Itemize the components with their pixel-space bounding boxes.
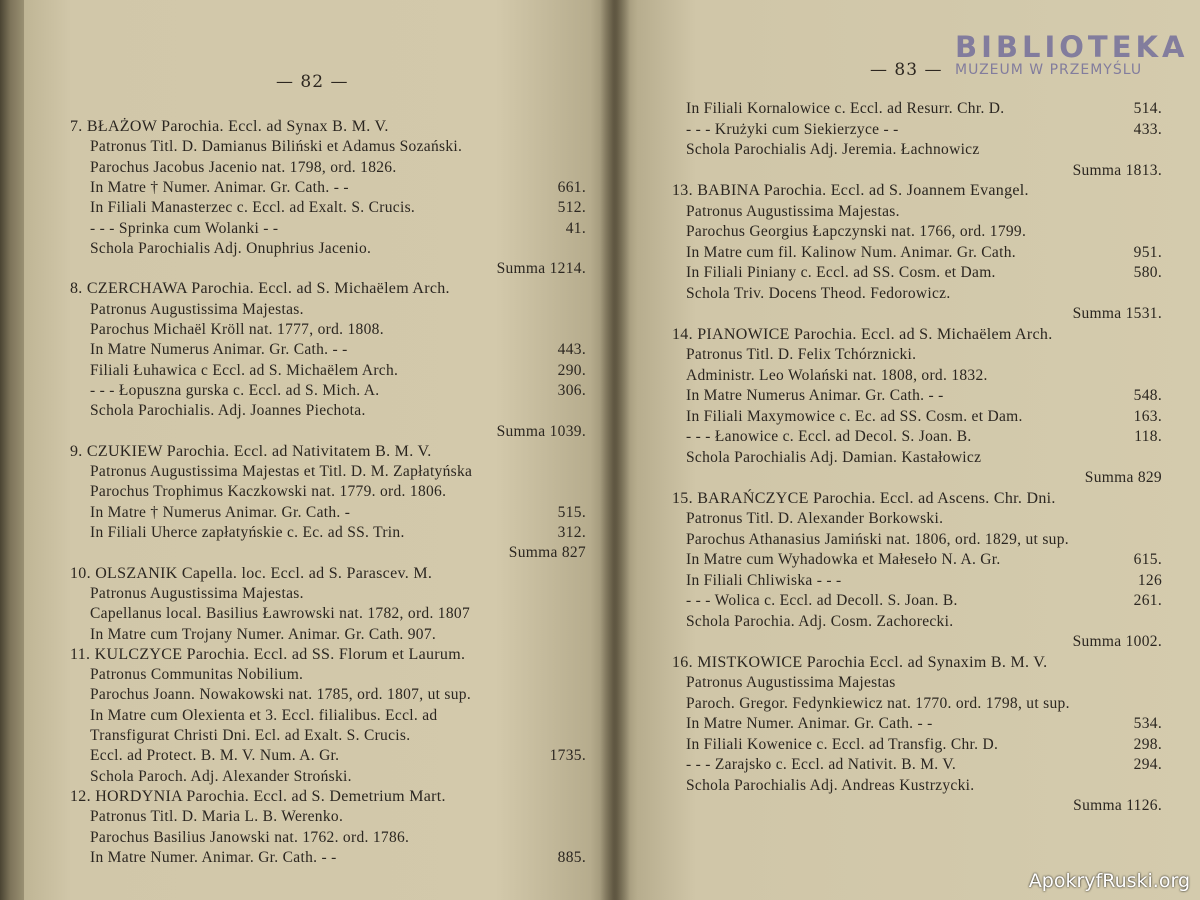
entry-line xyxy=(90,686,586,704)
line-text: 7. BŁAŻOW Parochia. Eccl. ad Synax B. M. V. xyxy=(70,118,389,135)
entry-line xyxy=(686,613,1162,631)
entry-heading xyxy=(672,654,1162,672)
line-text: Parochus Georgius Łapczynski nat. 1766, ord. 1799. xyxy=(686,223,1027,240)
line-text: Summa 1002. xyxy=(1072,633,1162,650)
entry-line xyxy=(686,285,1162,303)
entry-heading xyxy=(70,646,586,664)
line-text: 15. BARAŃCZYCE Parochia. Eccl. ad Ascens. Chr. Dni. xyxy=(672,489,1056,507)
right-page xyxy=(614,0,1200,900)
entry-line xyxy=(686,674,1162,692)
line-text: In Matre Numerus Animar. Gr. Cath. - - xyxy=(90,341,348,359)
entry-line xyxy=(90,341,586,359)
line-text: Patronus Augustissima Majestas. xyxy=(686,202,900,220)
entry-line xyxy=(686,531,1162,549)
entry-line xyxy=(90,727,586,745)
line-text: Patronus Titl. D. Maria L. B. Werenko. xyxy=(90,808,344,826)
entry-heading xyxy=(672,490,1162,508)
line-text: In Matre † Numerus Animar. Gr. Cath. - xyxy=(90,503,351,521)
entry-line xyxy=(686,777,1162,795)
line-text: Parochus Athanasius Jamiński nat. 1806, ord. 1829, ut sup. xyxy=(686,530,1069,548)
library-stamp xyxy=(955,30,1200,110)
book-edge xyxy=(0,0,26,900)
entry-heading xyxy=(672,182,1162,200)
entry-line xyxy=(90,808,586,826)
entry-line xyxy=(686,367,1162,385)
entry-line xyxy=(686,387,1162,405)
line-count: 126 xyxy=(1137,571,1162,589)
line-text: In Matre cum Trojany Numer. Animar. Gr. Cath. 907. xyxy=(90,625,437,643)
line-count: 534. xyxy=(1133,715,1162,732)
entry-line xyxy=(90,321,586,339)
line-text: Patronus Augustissima Majestas. xyxy=(90,300,304,318)
line-count: 615. xyxy=(1133,551,1162,568)
book-gutter xyxy=(600,0,630,900)
entry-summa xyxy=(672,305,1162,323)
line-text: Summa 1039. xyxy=(496,422,586,440)
line-count: 306. xyxy=(557,381,586,399)
line-text: Parochus Jacobus Jacenio nat. 1798, ord. 1826. xyxy=(90,158,397,176)
stamp-line-2: MUZEUM W PRZEMYŚLU xyxy=(955,62,1143,78)
entry-summa xyxy=(70,544,586,562)
line-count: 951. xyxy=(1133,243,1162,261)
line-text: Eccl. ad Protect. B. M. V. Num. A. Gr. xyxy=(90,747,340,765)
line-text: Patronus Titl. D. Felix Tchórznicki. xyxy=(686,346,917,363)
entry-line xyxy=(90,747,586,765)
line-count: 41. xyxy=(565,219,586,237)
left-page xyxy=(24,0,614,900)
line-text: - - - Wolica c. Eccl. ad Decoll. S. Joan. B. xyxy=(686,592,958,609)
entry-line xyxy=(90,829,586,847)
line-count: 433. xyxy=(1133,120,1162,138)
entry-heading xyxy=(70,565,586,583)
line-text: Summa 829 xyxy=(1084,469,1162,486)
entry-line xyxy=(686,203,1162,221)
entry-heading xyxy=(70,280,586,298)
line-text: Capellanus local. Basilius Ławrowski nat. 1782, ord. 1807 xyxy=(90,605,471,623)
entry-line xyxy=(90,402,586,420)
line-count: 443. xyxy=(557,341,586,359)
line-text: Parochus Joann. Nowakowski nat. 1785, ord. 1807, ut sup. xyxy=(90,686,472,704)
entry-summa xyxy=(672,797,1162,815)
line-text: Schola Parochia. Adj. Cosm. Zachorecki. xyxy=(686,612,954,630)
entry-line xyxy=(90,240,586,258)
line-count: 548. xyxy=(1133,387,1162,404)
entry-line xyxy=(90,605,586,623)
entry-line xyxy=(686,715,1162,733)
line-text: Schola Parochialis. Adj. Joannes Piechota. xyxy=(90,402,366,420)
entry-line xyxy=(686,695,1162,713)
entry-line xyxy=(90,362,586,380)
entry-line xyxy=(686,223,1162,241)
line-text: Patronus Augustissima Majestas et Titl. D. M. Zapłatyńska xyxy=(90,463,473,481)
entry-line xyxy=(686,121,1162,139)
line-text: Schola Paroch. Adj. Alexander Stroński. xyxy=(90,767,352,785)
line-text: 16. MISTKOWICE Parochia Eccl. ad Synaxim B. M. V. xyxy=(672,653,1048,671)
line-count: 580. xyxy=(1133,264,1162,281)
line-text: 13. BABINA Parochia. Eccl. ad S. Joannem Evangel. xyxy=(672,182,1029,199)
entry-line xyxy=(686,756,1162,774)
line-text: 11. KULCZYCE Parochia. Eccl. ad SS. Florum et Laurum. xyxy=(70,645,466,663)
line-count: 290. xyxy=(557,361,586,379)
line-text: In Matre Numerus Animar. Gr. Cath. - - xyxy=(686,387,944,404)
entry-line xyxy=(686,510,1162,528)
line-text: In Filiali Maxymowice c. Ec. ad SS. Cosm. et Dam. xyxy=(686,407,1023,425)
line-text: In Filiali Kornalowice c. Eccl. ad Resurr. Chr. D. xyxy=(686,100,1005,117)
entry-line xyxy=(90,626,586,644)
line-text: Schola Parochialis Adj. Andreas Kustrzycki. xyxy=(686,776,975,794)
entry-summa xyxy=(70,423,586,441)
entry-line xyxy=(90,585,586,603)
entry-line xyxy=(686,408,1162,426)
line-text: - - - Łanowice c. Eccl. ad Decol. S. Joan. B. xyxy=(686,428,972,445)
entry-line xyxy=(90,524,586,542)
line-count: 261. xyxy=(1133,592,1162,609)
line-count: 515. xyxy=(557,503,586,521)
entry-heading xyxy=(70,118,586,136)
entry-line xyxy=(686,449,1162,467)
entry-line xyxy=(90,463,586,481)
line-text: Parochus Basilius Janowski nat. 1762. ord. 1786. xyxy=(90,828,410,846)
entry-line xyxy=(686,551,1162,569)
watermark: ApokryfRuski.org xyxy=(1028,870,1190,892)
entry-line xyxy=(90,666,586,684)
entry-line xyxy=(90,504,586,522)
line-text: Schola Parochialis Adj. Jeremia. Łachnowicz xyxy=(686,141,980,158)
line-text: Patronus Communitas Nobilium. xyxy=(90,666,304,684)
entry-summa xyxy=(672,633,1162,651)
line-count: 118. xyxy=(1134,428,1162,445)
line-text: Schola Parochialis Adj. Onuphrius Jacenio. xyxy=(90,239,372,257)
entry-line xyxy=(90,768,586,786)
line-text: Summa 1214. xyxy=(496,260,586,278)
line-text: Patronus Augustissima Majestas xyxy=(686,674,896,691)
entry-line xyxy=(686,244,1162,262)
line-text: In Filiali Kowenice c. Eccl. ad Transfig. Chr. D. xyxy=(686,735,999,753)
line-text: Summa 1531. xyxy=(1072,305,1162,322)
line-text: In Matre cum Wyhadowka et Małeseło N. A. Gr. xyxy=(686,551,1001,568)
entry-summa xyxy=(672,469,1162,487)
entry-heading xyxy=(70,788,586,806)
line-text: 14. PIANOWICE Parochia. Eccl. ad S. Michaëlem Arch. xyxy=(672,325,1053,343)
entry-line xyxy=(90,707,586,725)
line-text: In Matre cum fil. Kalinow Num. Animar. Gr. Cath. xyxy=(686,243,1016,261)
line-text: In Filiali Manasterzec c. Eccl. ad Exalt. S. Crucis. xyxy=(90,199,416,217)
line-text: Parochus Trophimus Kaczkowski nat. 1779. ord. 1806. xyxy=(90,483,447,501)
line-text: 9. CZUKIEW Parochia. Eccl. ad Nativitatem B. M. V. xyxy=(70,442,432,460)
line-text: Patronus Augustissima Majestas. xyxy=(90,584,304,602)
line-text: In Matre Numer. Animar. Gr. Cath. - - xyxy=(90,848,337,866)
line-text: Parochus Michaël Kröll nat. 1777, ord. 1808. xyxy=(90,321,384,338)
entry-line xyxy=(90,483,586,501)
line-count: 514. xyxy=(1133,100,1162,117)
entry-line xyxy=(686,572,1162,590)
line-text: In Matre † Numer. Animar. Gr. Cath. - - xyxy=(90,178,349,196)
entry-line xyxy=(90,849,586,867)
line-text: In Filiali Chliwiska - - - xyxy=(686,571,842,589)
line-text: - - - Łopuszna gurska c. Eccl. ad S. Mich. A. xyxy=(90,381,380,399)
entry-line xyxy=(90,179,586,197)
entry-line xyxy=(90,138,586,156)
entry-line xyxy=(90,199,586,217)
entry-summa xyxy=(70,260,586,278)
line-text: 8. CZERCHAWA Parochia. Eccl. ad S. Michaëlem Arch. xyxy=(70,280,450,298)
line-count: 294. xyxy=(1133,756,1162,773)
entry-line xyxy=(90,220,586,238)
line-text: Summa 1126. xyxy=(1073,797,1162,814)
entry-line xyxy=(686,428,1162,446)
entry-line xyxy=(90,382,586,400)
line-count: 885. xyxy=(557,848,586,866)
line-text: Administr. Leo Wolański nat. 1808, ord. 1832. xyxy=(686,366,988,384)
entry-line xyxy=(686,592,1162,610)
line-count: 512. xyxy=(557,199,586,217)
line-text: - - - Krużyki cum Siekierzyce - - xyxy=(686,120,899,138)
line-text: In Matre cum Olexienta et 3. Eccl. filialibus. Eccl. ad xyxy=(90,706,438,724)
line-text: - - - Sprinka cum Wolanki - - xyxy=(90,219,279,237)
entry-line xyxy=(90,159,586,177)
entry-line xyxy=(686,736,1162,754)
entry-line xyxy=(90,301,586,319)
entry-heading xyxy=(672,326,1162,344)
page-number-left: — 82 — xyxy=(276,72,349,92)
entry-line xyxy=(686,264,1162,282)
line-text: 10. OLSZANIK Capella. loc. Eccl. ad S. Parascev. M. xyxy=(70,564,433,582)
line-text: In Filiali Uherce zapłatyńskie c. Ec. ad SS. Trin. xyxy=(90,524,405,541)
entry-heading xyxy=(70,443,586,461)
line-count: 1735. xyxy=(549,747,586,765)
line-text: In Filiali Piniany c. Eccl. ad SS. Cosm. et Dam. xyxy=(686,264,996,281)
line-text: Transfigurat Christi Dni. Ecl. ad Exalt. S. Crucis. xyxy=(90,727,411,744)
line-text: Filiali Łuhawica c Eccl. ad S. Michaëlem Arch. xyxy=(90,361,399,379)
line-count: 298. xyxy=(1133,735,1162,753)
entry-summa xyxy=(672,162,1162,180)
line-text: Schola Triv. Docens Theod. Fedorowicz. xyxy=(686,284,951,302)
line-count: 661. xyxy=(557,178,586,196)
line-count: 163. xyxy=(1133,407,1162,425)
line-text: Schola Parochialis Adj. Damian. Kastałowicz xyxy=(686,448,982,466)
entry-line xyxy=(686,346,1162,364)
line-text: Summa 827 xyxy=(508,544,586,562)
line-text: 12. HORDYNIA Parochia. Eccl. ad S. Demetrium Mart. xyxy=(70,787,446,805)
line-count: 312. xyxy=(557,524,586,541)
entry-line xyxy=(686,141,1162,159)
line-text: Paroch. Gregor. Fedynkiewicz nat. 1770. ord. 1798, ut sup. xyxy=(686,694,1070,712)
line-text: Summa 1813. xyxy=(1072,161,1162,179)
line-text: Patronus Titl. D. Alexander Borkowski. xyxy=(686,510,944,527)
line-text: In Matre Numer. Animar. Gr. Cath. - - xyxy=(686,715,933,732)
line-text: Patronus Titl. D. Damianus Biliński et Adamus Sozański. xyxy=(90,138,463,156)
page-number-right: — 83 — xyxy=(870,60,943,80)
line-text: - - - Zarajsko c. Eccl. ad Nativit. B. M. V. xyxy=(686,756,957,773)
stamp-line-1: BIBLIOTEKA xyxy=(955,30,1189,64)
